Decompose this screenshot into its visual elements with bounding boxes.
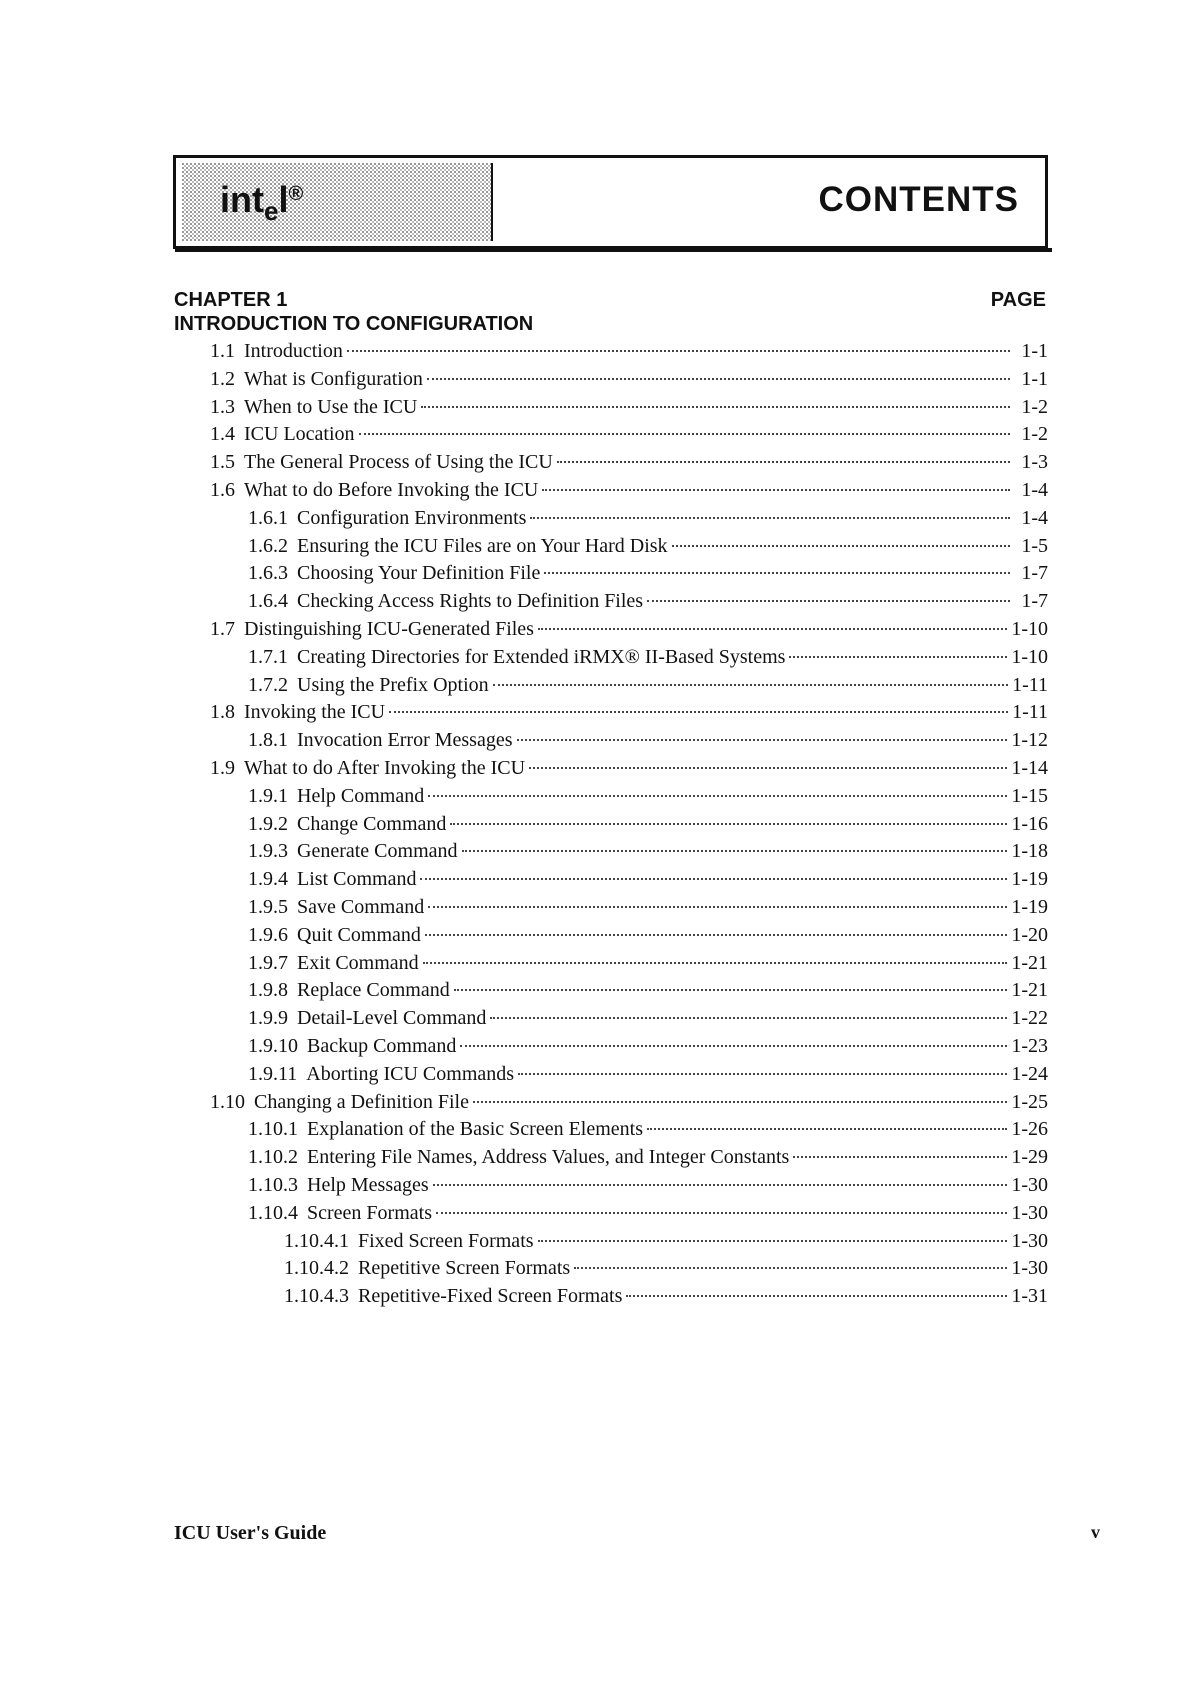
toc-entry-page: 1-23 xyxy=(1011,1034,1048,1057)
toc-dot-leader xyxy=(421,404,1010,408)
toc-entry-page: 1-30 xyxy=(1011,1257,1048,1280)
toc-dot-leader xyxy=(626,1293,1007,1297)
toc-entry xyxy=(174,866,1048,894)
toc-entry-title: Invoking the ICU xyxy=(244,701,386,724)
toc-dot-leader xyxy=(557,459,1010,463)
toc-entry-number: 1.6 xyxy=(210,478,235,501)
toc-entry-page: 1-10 xyxy=(1011,617,1048,640)
toc-entry xyxy=(174,1255,1048,1283)
toc-entry-number: 1.6.2 xyxy=(248,534,288,557)
toc-entry xyxy=(174,1172,1048,1200)
toc-entry-title: When to Use the ICU xyxy=(244,395,418,418)
toc-entry-number: 1.9 xyxy=(210,756,235,779)
toc-entry-title: Introduction xyxy=(244,340,343,362)
toc-dot-leader xyxy=(538,626,1007,630)
header-divider xyxy=(175,248,1052,252)
toc-entry-page: 1-11 xyxy=(1012,673,1048,696)
toc-entry-number: 1.5 xyxy=(210,451,235,474)
toc-entry-number: 1.9.2 xyxy=(248,812,288,835)
toc-entry-title: What to do After Invoking the ICU xyxy=(244,756,526,779)
toc-dot-leader xyxy=(347,348,1010,352)
toc-entry-number: 1.8 xyxy=(210,701,235,724)
toc-entry xyxy=(174,1061,1048,1089)
toc-dot-leader xyxy=(518,1071,1007,1075)
toc-entry xyxy=(174,616,1048,644)
toc-dot-leader xyxy=(359,431,1010,435)
page-column-label: PAGE xyxy=(990,289,1046,311)
toc-entry-title: Aborting ICU Commands xyxy=(306,1062,515,1085)
toc-entry-number: 1.6.3 xyxy=(248,562,288,585)
toc-entry xyxy=(174,394,1048,422)
toc-entry-number: 1.7.2 xyxy=(248,673,288,696)
toc-entry-page: 1-2 xyxy=(1021,395,1048,418)
toc-entry xyxy=(174,366,1048,394)
toc-entry-number: 1.6.4 xyxy=(248,590,288,613)
toc-entry xyxy=(174,449,1048,477)
toc-entry xyxy=(174,1116,1048,1144)
toc-dot-leader xyxy=(425,932,1007,936)
toc-entry-page: 1-1 xyxy=(1021,340,1048,362)
toc-dot-leader xyxy=(389,709,1008,713)
toc-dot-leader xyxy=(647,598,1010,602)
toc-entry xyxy=(174,338,1048,366)
toc-entry-page: 1-12 xyxy=(1011,729,1048,752)
toc-entry-number: 1.6.1 xyxy=(248,506,288,529)
toc-entry xyxy=(174,811,1048,839)
toc-entry xyxy=(174,1005,1048,1033)
toc-entry-title: Changing a Definition File xyxy=(254,1090,469,1113)
toc-entry-page: 1-30 xyxy=(1011,1173,1048,1196)
toc-entry-title: Screen Formats xyxy=(307,1201,432,1224)
toc-dot-leader xyxy=(672,543,1010,547)
toc-entry xyxy=(174,1200,1048,1228)
toc-dot-leader xyxy=(420,876,1007,880)
toc-entry-number: 1.10.4 xyxy=(248,1201,298,1224)
toc-entry-title: Help Messages xyxy=(307,1173,429,1196)
toc-entry-title: The General Process of Using the ICU xyxy=(244,451,553,474)
toc-entry-page: 1-1 xyxy=(1021,367,1048,390)
toc-dot-leader xyxy=(789,654,1007,658)
toc-entry xyxy=(174,838,1048,866)
toc-entry-page: 1-21 xyxy=(1011,951,1048,974)
toc-entry-title: Repetitive-Fixed Screen Formats xyxy=(358,1285,623,1308)
toc-dot-leader xyxy=(647,1126,1007,1130)
toc-dot-leader xyxy=(529,765,1007,769)
toc-entry-page: 1-31 xyxy=(1011,1285,1048,1308)
toc-entry xyxy=(174,1033,1048,1061)
toc-entry-page: 1-15 xyxy=(1011,784,1048,807)
toc-entry-page: 1-30 xyxy=(1011,1201,1048,1224)
toc-entry-number: 1.9.4 xyxy=(248,868,288,891)
toc-entry-number: 1.10.3 xyxy=(248,1173,298,1196)
toc-entry xyxy=(174,950,1048,978)
chapter-heading xyxy=(174,288,1048,336)
toc-entry-title: Creating Directories for Extended iRMX® II-Based Systems xyxy=(297,645,786,668)
toc-dot-leader xyxy=(462,848,1008,852)
toc-entry-title: Invocation Error Messages xyxy=(297,729,513,752)
toc-entry-page: 1-26 xyxy=(1011,1118,1048,1141)
toc-dot-leader xyxy=(423,960,1008,964)
toc-entry-title: What is Configuration xyxy=(244,367,423,390)
toc-entry-number: 1.9.11 xyxy=(248,1062,298,1085)
toc-entry-number: 1.10.4.2 xyxy=(284,1257,349,1280)
toc-entry-number: 1.10.2 xyxy=(248,1146,298,1169)
footer-page-number: v xyxy=(1091,1522,1100,1542)
toc-entry-page: 1-20 xyxy=(1011,923,1048,946)
toc-entry-page: 1-29 xyxy=(1011,1146,1048,1169)
toc-entry-title: ICU Location xyxy=(244,423,355,446)
toc-dot-leader xyxy=(538,1238,1008,1242)
toc-entry-number: 1.10 xyxy=(210,1090,245,1113)
table-of-contents xyxy=(174,338,1048,1311)
toc-entry xyxy=(174,533,1048,561)
toc-entry xyxy=(174,421,1048,449)
toc-entry xyxy=(174,894,1048,922)
toc-entry-title: Quit Command xyxy=(297,923,421,946)
toc-entry-page: 1-22 xyxy=(1011,1007,1048,1030)
toc-entry-number: 1.9.7 xyxy=(248,951,288,974)
toc-entry xyxy=(174,699,1048,727)
toc-entry-title: Save Command xyxy=(297,895,425,918)
toc-entry-title: Distinguishing ICU-Generated Files xyxy=(244,617,534,640)
toc-entry-number: 1.2 xyxy=(210,367,235,390)
toc-entry-title: Detail-Level Command xyxy=(297,1007,487,1030)
toc-entry-title: Choosing Your Definition File xyxy=(297,562,541,585)
toc-entry-title: Backup Command xyxy=(307,1034,457,1057)
toc-entry-title: Ensuring the ICU Files are on Your Hard Disk xyxy=(297,534,668,557)
toc-entry xyxy=(174,1089,1048,1117)
toc-entry-number: 1.9.8 xyxy=(248,979,288,1002)
toc-entry-title: Change Command xyxy=(297,812,447,835)
toc-entry xyxy=(174,977,1048,1005)
toc-entry-title: Entering File Names, Address Values, and Integer Constants xyxy=(307,1146,790,1169)
toc-entry-number: 1.10.4.1 xyxy=(284,1229,349,1252)
toc-entry-title: List Command xyxy=(297,868,417,891)
toc-dot-leader xyxy=(574,1265,1007,1269)
toc-entry xyxy=(174,727,1048,755)
toc-dot-leader xyxy=(428,793,1007,797)
toc-dot-leader xyxy=(517,737,1008,741)
toc-entry-page: 1-24 xyxy=(1011,1062,1048,1085)
toc-entry-title: Configuration Environments xyxy=(297,506,527,529)
toc-entry-number: 1.9.5 xyxy=(248,895,288,918)
toc-entry-page: 1-2 xyxy=(1021,423,1048,446)
toc-dot-leader xyxy=(427,376,1010,380)
toc-entry-number: 1.7 xyxy=(210,617,235,640)
toc-dot-leader xyxy=(428,904,1007,908)
toc-entry xyxy=(174,477,1048,505)
toc-entry-page: 1-19 xyxy=(1011,868,1048,891)
toc-entry xyxy=(174,1283,1048,1311)
intel-logo-text: int$_e$l® xyxy=(220,179,304,226)
toc-entry-page: 1-19 xyxy=(1011,895,1048,918)
toc-entry-title: Explanation of the Basic Screen Elements xyxy=(307,1118,644,1141)
toc-entry-title: Help Command xyxy=(297,784,425,807)
toc-entry xyxy=(174,1228,1048,1256)
toc-entry xyxy=(174,560,1048,588)
toc-dot-leader xyxy=(460,1043,1007,1047)
toc-entry-title: Replace Command xyxy=(297,979,450,1002)
toc-entry-number: 1.9.10 xyxy=(248,1034,298,1057)
toc-entry xyxy=(174,922,1048,950)
toc-entry-page: 1-10 xyxy=(1011,645,1048,668)
toc-entry-page: 1-30 xyxy=(1011,1229,1048,1252)
toc-dot-leader xyxy=(454,987,1008,991)
toc-dot-leader xyxy=(450,821,1007,825)
chapter-title: INTRODUCTION TO CONFIGURATION xyxy=(174,313,534,335)
toc-entry-page: 1-5 xyxy=(1021,534,1048,557)
toc-entry-page: 1-3 xyxy=(1021,451,1048,474)
toc-entry-title: Exit Command xyxy=(297,951,419,974)
toc-entry-title: What to do Before Invoking the ICU xyxy=(244,478,539,501)
toc-entry-number: 1.10.1 xyxy=(248,1118,298,1141)
toc-dot-leader xyxy=(793,1154,1007,1158)
toc-entry-number: 1.9.6 xyxy=(248,923,288,946)
toc-dot-leader xyxy=(433,1182,1008,1186)
toc-entry-page: 1-21 xyxy=(1011,979,1048,1002)
page-title: CONTENTS xyxy=(818,180,1019,219)
chapter-label: CHAPTER 1 xyxy=(174,289,288,311)
footer-guide-title: ICU User's Guide xyxy=(174,1522,327,1544)
toc-entry-title: Fixed Screen Formats xyxy=(358,1229,534,1252)
toc-entry xyxy=(174,1144,1048,1172)
toc-entry-number: 1.9.1 xyxy=(248,784,288,807)
toc-dot-leader xyxy=(530,515,1010,519)
toc-entry-number: 1.9.3 xyxy=(248,840,288,863)
toc-entry-page: 1-14 xyxy=(1011,756,1048,779)
toc-entry-number: 1.9.9 xyxy=(248,1007,288,1030)
toc-entry-page: 1-11 xyxy=(1012,701,1048,724)
toc-entry-title: Using the Prefix Option xyxy=(297,673,489,696)
toc-entry xyxy=(174,755,1048,783)
toc-entry-number: 1.10.4.3 xyxy=(284,1285,349,1308)
toc-entry-page: 1-25 xyxy=(1011,1090,1048,1113)
toc-entry-number: 1.3 xyxy=(210,395,235,418)
toc-entry-number: 1.4 xyxy=(210,423,235,446)
toc-dot-leader xyxy=(493,682,1008,686)
toc-dot-leader xyxy=(473,1099,1007,1103)
toc-dot-leader xyxy=(542,487,1010,491)
intel-logo xyxy=(182,163,493,241)
toc-dot-leader xyxy=(490,1015,1007,1019)
toc-entry xyxy=(174,783,1048,811)
toc-entry-title: Generate Command xyxy=(297,840,458,863)
toc-entry-number: 1.8.1 xyxy=(248,729,288,752)
toc-entry xyxy=(174,644,1048,672)
contents-header xyxy=(173,155,1048,249)
toc-entry-page: 1-4 xyxy=(1021,478,1048,501)
toc-entry-page: 1-18 xyxy=(1011,840,1048,863)
toc-entry-page: 1-7 xyxy=(1021,590,1048,613)
toc-dot-leader xyxy=(544,570,1010,574)
toc-entry xyxy=(174,588,1048,616)
toc-entry-page: 1-7 xyxy=(1021,562,1048,585)
toc-entry xyxy=(174,505,1048,533)
toc-entry-title: Checking Access Rights to Definition Files xyxy=(297,590,644,613)
toc-entry-page: 1-4 xyxy=(1021,506,1048,529)
toc-dot-leader xyxy=(436,1210,1007,1214)
toc-entry-number: 1.1 xyxy=(210,340,235,362)
toc-entry-number: 1.7.1 xyxy=(248,645,288,668)
toc-entry-title: Repetitive Screen Formats xyxy=(358,1257,571,1280)
toc-entry-page: 1-16 xyxy=(1011,812,1048,835)
toc-entry xyxy=(174,672,1048,700)
